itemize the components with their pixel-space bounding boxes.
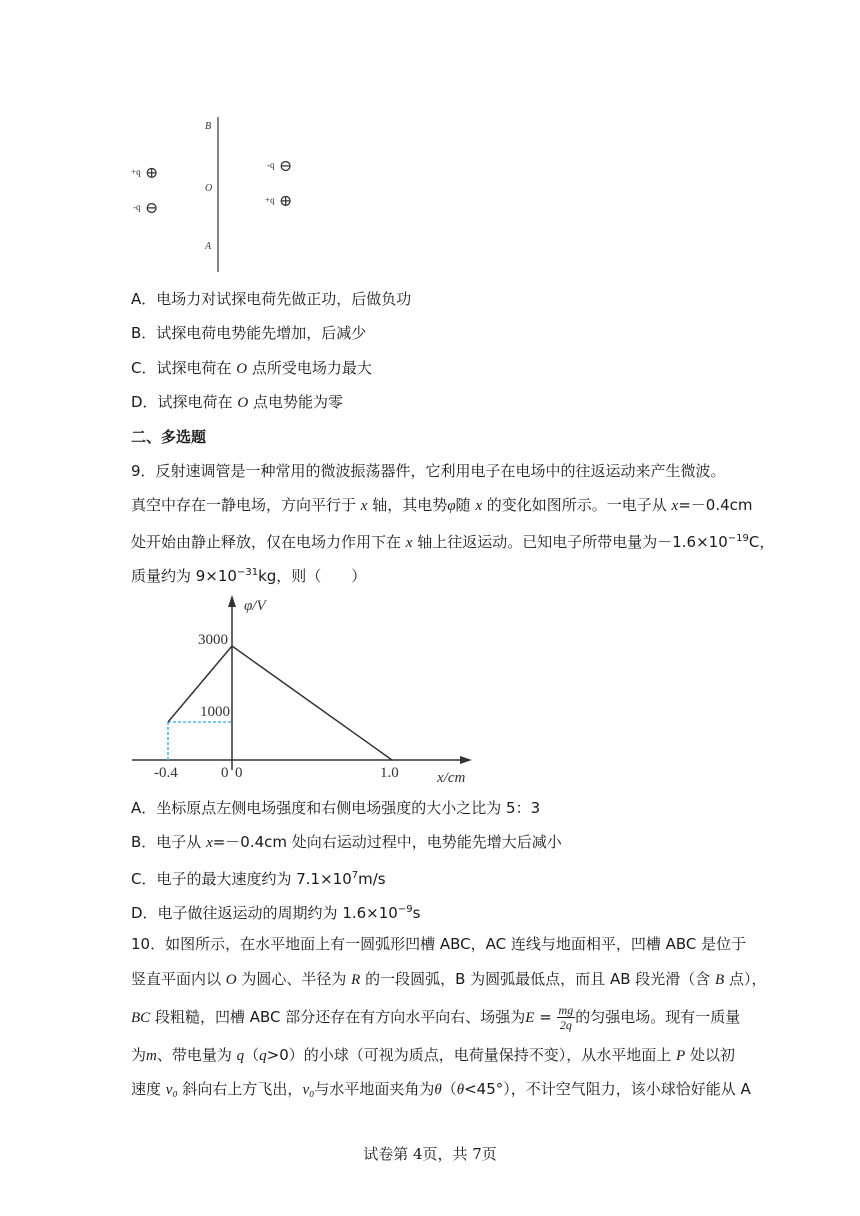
q9-option-d: D．电子做往返运动的周期约为 $1.6\times 10^{-9}s$ xyxy=(131,904,421,922)
q10-stem-line2: 竖直平面内以 O 为圆心、半径为 R 的一段圆弧，B 为圆弧最低点，而且 AB 段光滑（含 B 点）， xyxy=(131,970,767,988)
charge-label: -q xyxy=(267,160,275,170)
potential-line xyxy=(168,646,392,760)
charge-label: -q xyxy=(133,202,141,212)
q9-option-a: A．坐标原点左侧电场强度和右侧电场强度的大小之比为 5：3 xyxy=(131,799,541,817)
negative-charge-icon: ⊖ xyxy=(279,158,293,175)
y-axis-label: φ/V xyxy=(244,598,266,614)
q9-stem-line1: 9．反射速调管是一种常用的微波振荡器件，它利用电子在电场中的往返运动来产生微波。 xyxy=(131,462,726,480)
q9-option-b: B．电子从 x=－0.4cm 处向右运动过程中，电势能先增大后减小 xyxy=(131,833,562,851)
charge-label: +q xyxy=(131,167,141,177)
field-fraction: $\frac{mg}{2q}$ xyxy=(558,1003,574,1032)
x-axis-arrow xyxy=(460,756,472,764)
q10-stem-line5: 速度 v₀ 斜向右上方飞出，v₀与水平地面夹角为θ（θ<45°），不计空气阻力，该小球恰好能从 A xyxy=(131,1080,751,1098)
q10-stem-line3: BC 段粗糙，凹槽 ABC 部分还存在有方向水平向右、场强为E = $\frac{mg}{2q}$ 的匀强电场。现有一质量 xyxy=(131,1003,741,1032)
q10-stem-line4: 为m、带电量为 q（q>0）的小球（可视为质点，电荷量保持不变），从水平地面上 P 处以初 xyxy=(131,1046,735,1064)
q8-option-d: D．试探电荷在 O 点电势能为零 xyxy=(131,393,343,411)
negative-charge-icon: ⊖ xyxy=(145,200,159,217)
q9-stem-line4: 质量约为 $9\times 10^{-31}kg$，则（ ） xyxy=(131,567,367,585)
y-axis-arrow xyxy=(228,595,236,607)
q9-stem-line2: 真空中存在一静电场，方向平行于 x 轴，其电势φ随 x 的变化如图所示。一电子从 x=－0.4cm xyxy=(131,496,753,514)
q9-option-c: C．电子的最大速度约为 $7.1\times 10^7m/s$ xyxy=(131,870,386,888)
label-O: O xyxy=(205,183,213,194)
charge-diagram xyxy=(125,112,305,277)
x-tick-label: 1.0 xyxy=(380,765,399,781)
potential-chart xyxy=(130,592,480,787)
x-tick-label: 0 xyxy=(221,765,229,781)
y-tick-label: 1000 xyxy=(200,704,230,720)
y-tick-label: 3000 xyxy=(198,632,228,648)
charge-label: +q xyxy=(265,195,275,205)
section-heading: 二、多选题 xyxy=(131,428,207,446)
positive-charge-icon: ⊕ xyxy=(145,165,159,182)
q8-option-a: A．电场力对试探电荷先做正功，后做负功 xyxy=(131,290,412,308)
q8-option-b: B．试探电荷电势能先增加，后减少 xyxy=(131,324,367,342)
q10-stem-line1: 10．如图所示，在水平地面上有一圆弧形凹槽 ABC，AC 连线与地面相平，凹槽 ABC 是位于 xyxy=(131,935,747,953)
q8-option-c: C．试探电荷在 O 点所受电场力最大 xyxy=(131,359,372,377)
positive-charge-icon: ⊕ xyxy=(279,193,293,210)
x-axis-label: x/cm xyxy=(437,770,466,786)
label-B: B xyxy=(205,121,212,132)
q9-stem-line3: 处开始由静止释放，仅在电场力作用下在 x 轴上往返运动。已知电子所带电量为$-1.6\times 10^{-19}C$， xyxy=(131,533,775,551)
origin-label: 0 xyxy=(235,765,243,781)
x-tick-label: -0.4 xyxy=(154,765,178,781)
label-A: A xyxy=(205,241,212,252)
page-footer: 试卷第 4页，共 7页 xyxy=(363,1145,497,1163)
